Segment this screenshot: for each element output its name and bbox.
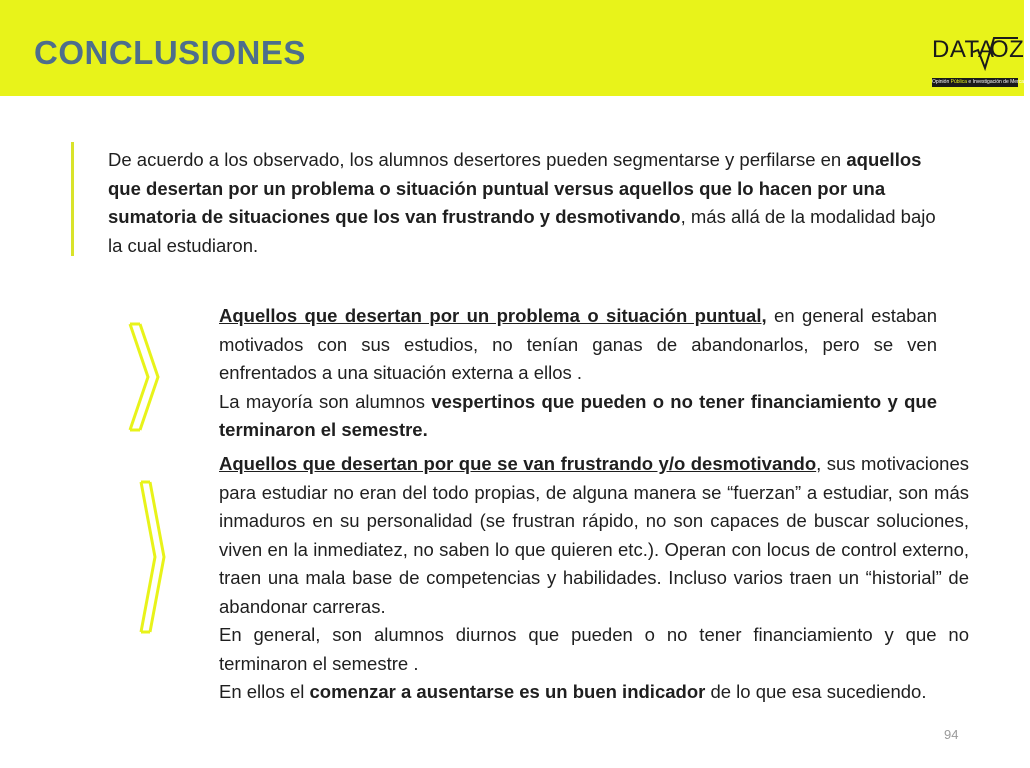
logo-word-right: OZ: [990, 36, 1025, 63]
datavoz-logo: [928, 34, 1030, 92]
segment-paragraph: En ellos el comenzar a ausentarse es un buen indicador de lo que esa sucediendo.: [219, 681, 927, 702]
logo-word-left: DATA: [932, 36, 995, 63]
segment-paragraph: Aquellos que desertan por un problema o situación puntual, en general estaban motivados con sus estudios, no tenían ganas de abandonarlos, pero se ven enfrentados a una situación externa a ellos .: [219, 305, 937, 383]
page-title: CONCLUSIONES: [34, 34, 306, 71]
intro-paragraph: De acuerdo a los observado, los alumnos desertores pueden segmentarse y perfilarse en aquellos que desertan por un problema o situación puntual versus aquellos que lo hacen por una sumatoria de situaciones que los van frustrando y desmotivando, más allá de la modalidad bajo la cual estudiaron.: [108, 149, 936, 256]
logo-wordmark: [928, 34, 1025, 74]
segment-paragraph: En general, son alumnos diurnos que pueden o no tener financiamiento y que no terminaron el semestre .: [219, 624, 969, 674]
segment-puntual: [219, 302, 937, 445]
logo-tagline: Opinión Pública e Investigación de Mercado: [932, 79, 1030, 85]
chevron-right-icon: [126, 320, 162, 434]
segment-heading: Aquellos que desertan por un problema o situación puntual,: [219, 305, 767, 326]
chevron-right-icon: [137, 478, 167, 636]
segment-heading: Aquellos que desertan por que se van frustrando y/o desmotivando: [219, 453, 817, 474]
segment-paragraph: La mayoría son alumnos vespertinos que pueden o no tener financiamiento y que terminaron el semestre.: [219, 390, 937, 440]
page-number: 94: [944, 727, 959, 742]
segment-paragraph: Aquellos que desertan por que se van frustrando y/o desmotivando, sus motivaciones para estudiar no eran del todo propias, de alguna manera se “fuerzan” a estudiar, son más inmaduros en su personalidad (se frustran rápido, no son capaces de buscar soluciones, viven en la inmediatez, no saben lo que quieren etc.). Operan con locus de control externo, traen una mala base de competencias y habilidades. Incluso varios traen un “historial” de abandonar carreras.: [219, 453, 969, 617]
intro-accent-rule: [71, 142, 74, 256]
segment-frustracion: [219, 450, 969, 707]
